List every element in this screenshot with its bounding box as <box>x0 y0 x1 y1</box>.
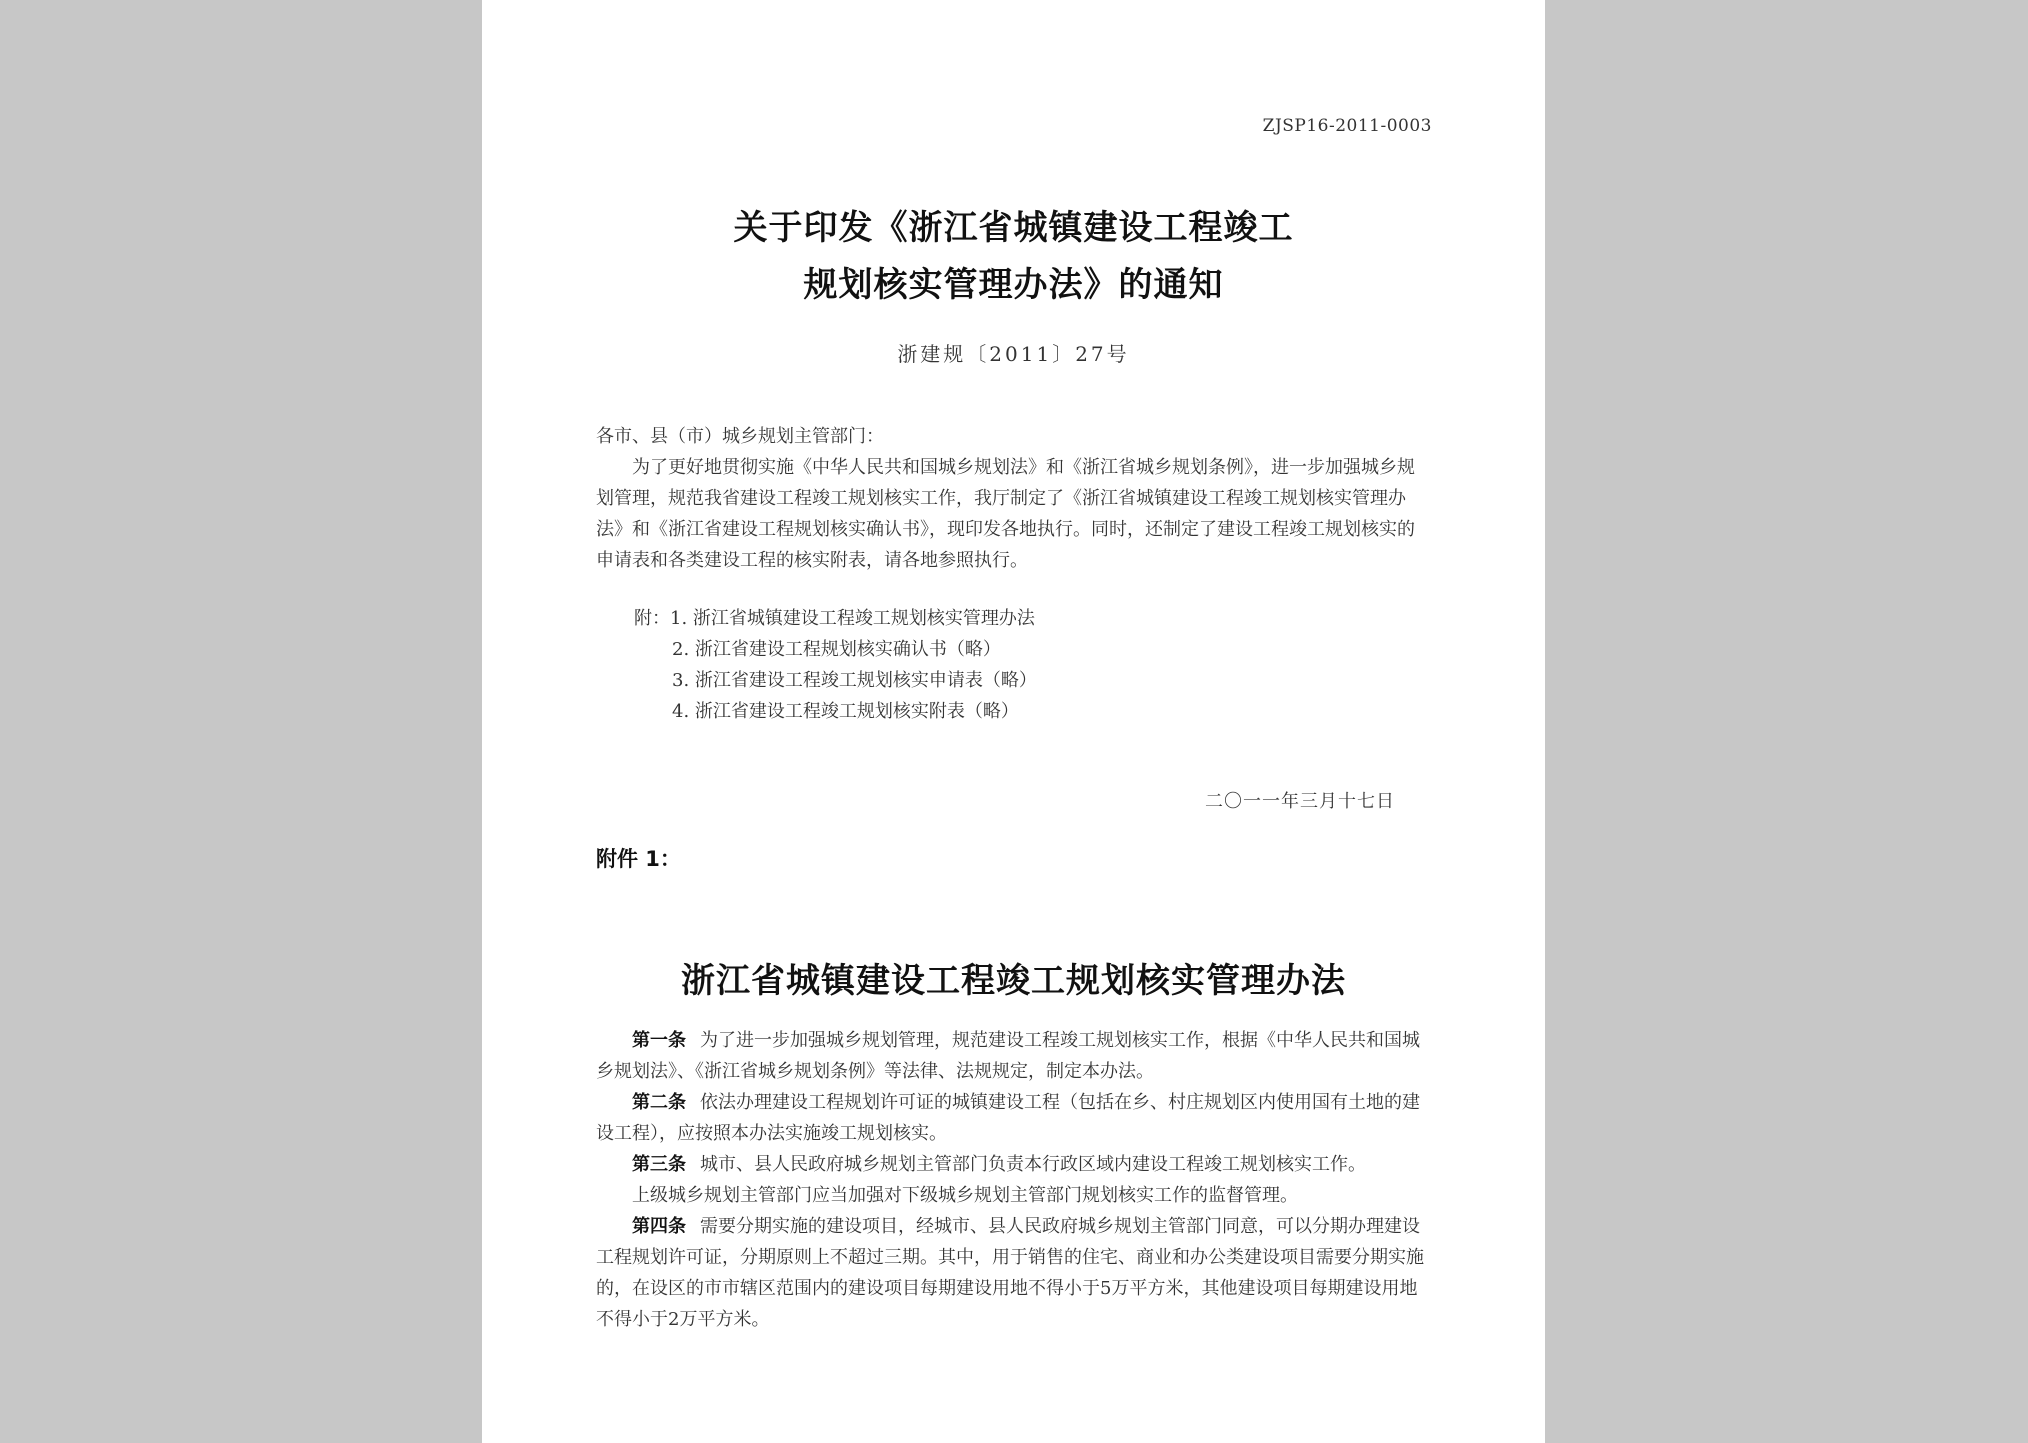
article-3 <box>596 1149 1432 1180</box>
articles-section <box>596 1025 1432 1335</box>
notice-title-line-1: 关于印发《浙江省城镇建设工程竣工 <box>733 208 1294 248</box>
document-page <box>482 0 1545 1443</box>
article-3-continued <box>596 1180 1432 1211</box>
article-text: 依法办理建设工程规划许可证的城镇建设工程（包括在乡、村庄规划区内使用国有土地的建设工程），应按照本办法实施竣工规划核实。 <box>596 1092 1420 1144</box>
annex-title: 浙江省城镇建设工程竣工规划核实管理办法 <box>681 961 1346 1002</box>
article-text: 为了进一步加强城乡规划管理，规范建设工程竣工规划核实工作，根据《中华人民共和国城乡规划法》、《浙江省城乡规划条例》等法律、法规规定，制定本办法。 <box>596 1030 1420 1082</box>
issue-date: 二〇一一年三月十七日 <box>1205 791 1395 812</box>
salutation: 各市、县（市）城乡规划主管部门： <box>596 426 884 447</box>
annex-label: 附件 1： <box>596 847 681 871</box>
body-paragraph <box>596 452 1432 576</box>
document-reference-number: 浙建规〔2011〕27号 <box>897 342 1130 366</box>
notice-title-line-2: 规划核实管理办法》的通知 <box>803 265 1224 305</box>
notice-paragraph: 为了更好地贯彻实施《中华人民共和国城乡规划法》和《浙江省城乡规划条例》，进一步加强城乡规划管理，规范我省建设工程竣工规划核实工作，我厅制定了《浙江省城镇建设工程竣工规划核实管理办法》和《浙江省建设工程规划核实确认书》，现印发各地执行。同时，还制定了建设工程竣工规划核实的申请表和各类建设工程的核实附表，请各地参照执行。 <box>596 457 1415 571</box>
article-4 <box>596 1211 1432 1335</box>
article-number: 第二条 <box>632 1092 686 1113</box>
article-1 <box>596 1025 1432 1087</box>
attachment-list <box>634 603 1037 727</box>
article-number: 第三条 <box>632 1154 686 1175</box>
attachment-item-4: 4. 浙江省建设工程竣工规划核实附表（略） <box>672 701 1019 722</box>
article-text: 城市、县人民政府城乡规划主管部门负责本行政区域内建设工程竣工规划核实工作。 <box>700 1154 1366 1175</box>
attachment-item-3: 3. 浙江省建设工程竣工规划核实申请表（略） <box>672 670 1037 691</box>
article-number: 第一条 <box>632 1030 686 1051</box>
article-text: 需要分期实施的建设项目，经城市、县人民政府城乡规划主管部门同意，可以分期办理建设工程规划许可证，分期原则上不超过三期。其中，用于销售的住宅、商业和办公类建设项目需要分期实施的，在设区的市市辖区范围内的建设项目每期建设用地不得小于5万平方米，其他建设项目每期建设用地不得小于2万平方米。 <box>596 1216 1424 1330</box>
article-text: 上级城乡规划主管部门应当加强对下级城乡规划主管部门规划核实工作的监督管理。 <box>632 1185 1298 1206</box>
attachment-item-2: 2. 浙江省建设工程规划核实确认书（略） <box>672 639 1001 660</box>
article-number: 第四条 <box>632 1216 686 1237</box>
article-2 <box>596 1087 1432 1149</box>
document-code: ZJSP16-2011-0003 <box>1262 116 1432 136</box>
attachment-item-1: 附：1. 浙江省城镇建设工程竣工规划核实管理办法 <box>634 608 1035 629</box>
